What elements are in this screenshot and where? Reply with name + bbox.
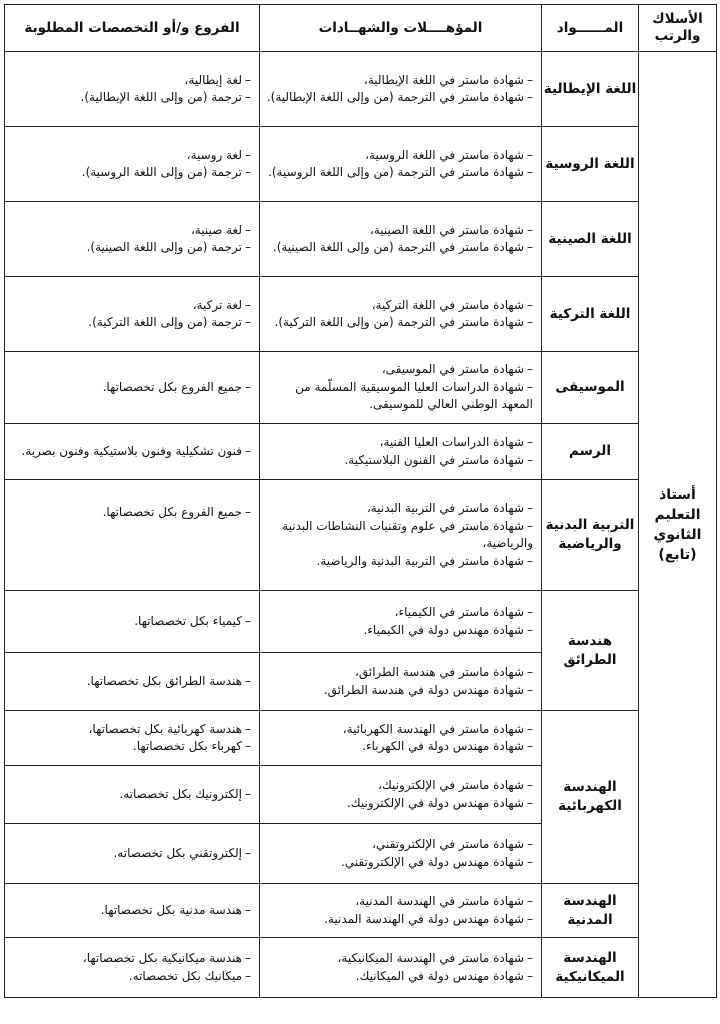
branches-cell (5, 352, 260, 424)
branch-item: –كهرباء بكل تخصصاتها. (132, 739, 251, 753)
corps-cell (639, 52, 717, 998)
subject-label: اللغة الروسية (545, 155, 635, 172)
qualifications-cell (260, 938, 542, 998)
branches-cell (5, 766, 260, 824)
qualification-item: –شهادة ماستر في التربية البدنية والرياضية. (316, 553, 533, 568)
branches-cell (5, 202, 260, 277)
qualification-item: –شهادة ماستر في الإلكتروتقني، (372, 837, 533, 851)
qualification-item: –شهادة ماستر في اللغة الصينية، (369, 222, 533, 237)
qualifications-cell (260, 202, 542, 277)
corps-label: أستاذ التعليم الثانوي (تابع) (653, 486, 702, 563)
qualification-item: –شهادة ماستر في علوم وتقنيات النشاطات البدنية والرياضية، (282, 518, 533, 550)
qualification-item: –شهادة ماستر في الفنون البلاستيكية. (344, 452, 533, 467)
table-row (5, 591, 717, 653)
subject-cell (542, 591, 639, 711)
document-page (4, 4, 716, 1020)
subject-cell (542, 277, 639, 352)
qualification-item: –شهادة الدراسات العليا الموسيقية المسلّمة من المعهد الوطني العالي للموسيقى. (295, 379, 533, 412)
subject-cell (542, 352, 639, 424)
header-corps: الأسلاك والرتب (639, 5, 717, 52)
qualification-item: –شهادة ماستر في اللغة التركية، (371, 297, 533, 312)
qualification-item: –شهادة ماستر في اللغة الإيطالية، (363, 72, 533, 87)
branches-cell (5, 52, 260, 127)
qualification-item: –شهادة ماستر في التربية البدنية، (366, 501, 533, 515)
qualification-item: –شهادة ماستر في الترجمة (من وإلى اللغة الروسية). (268, 165, 533, 179)
subject-label: اللغة الصينية (548, 230, 632, 247)
qualifications-cell (260, 277, 542, 352)
qualification-item: –شهادة مهندس دولة في الإلكتروتقني. (341, 854, 533, 869)
branches-cell (5, 884, 260, 938)
branches-cell (5, 424, 260, 480)
qualifications-cell (260, 352, 542, 424)
qualification-item: –شهادة ماستر في الإلكترونيك، (378, 778, 533, 792)
subject-label: الموسيقى (555, 379, 625, 395)
subject-cell (542, 424, 639, 480)
branch-item: –لغة روسية، (186, 147, 251, 162)
qualifications-cell (260, 766, 542, 824)
qualification-item: –شهادة ماستر في الهندسة الميكانيكية، (337, 951, 533, 965)
subject-label: التربية البدنية والرياضية (545, 517, 635, 552)
qualification-item: –شهادة ماستر في الترجمة (من وإلى اللغة الصينية). (272, 240, 533, 254)
qualifications-cell (260, 127, 542, 202)
qualifications-cell (260, 480, 542, 591)
header-row (5, 5, 717, 52)
header-branches: الفروع و/أو التخصصات المطلوبة (5, 5, 260, 52)
qualification-item: –شهادة ماستر في الموسيقى، (381, 362, 533, 377)
branch-item: –كيمياء بكل تخصصاتها. (134, 613, 251, 628)
subject-cell (542, 938, 639, 998)
branch-item: –إلكتروتقني بكل تخصصاته. (113, 845, 251, 860)
subject-cell (542, 480, 639, 591)
branch-item: –فنون تشكيلية وفنون بلاستيكية وفنون بصرية. (21, 443, 251, 458)
requirements-table (4, 4, 717, 998)
qualification-item: –شهادة الدراسات العليا الفنية، (379, 435, 533, 449)
qualification-item: –شهادة ماستر في الهندسة المدنية، (355, 894, 533, 908)
subject-label: الهندسة الكهربائية (558, 779, 622, 814)
branch-item: –لغة تركية، (192, 297, 251, 312)
qualifications-cell (260, 424, 542, 480)
qualification-item: –شهادة مهندس دولة في الكهرباء. (362, 739, 533, 753)
branch-item: –ترجمة (من وإلى اللغة الصينية). (86, 240, 251, 254)
qualifications-cell (260, 824, 542, 884)
qualifications-cell (260, 653, 542, 711)
branch-item: –هندسة الطرائق بكل تخصصاتها. (86, 673, 251, 688)
branches-cell (5, 711, 260, 766)
subject-label: اللغة الإيطالية (543, 80, 637, 97)
qualifications-cell (260, 52, 542, 127)
qualification-item: –شهادة مهندس دولة في الهندسة المدنية. (324, 911, 533, 926)
branch-item: –هندسة ميكانيكية بكل تخصصاتها، (82, 951, 251, 965)
table-row (5, 424, 717, 480)
subject-label: الهندسة الميكانيكية (555, 949, 625, 985)
qualification-item: –شهادة ماستر في اللغة الروسية، (365, 147, 533, 162)
subject-cell (542, 52, 639, 127)
subject-cell (542, 127, 639, 202)
qualifications-cell (260, 884, 542, 938)
branch-item: –لغة صينية، (190, 222, 251, 237)
table-row (5, 480, 717, 591)
subject-label: هندسة الطرائق (563, 632, 617, 668)
branch-item: –ترجمة (من وإلى اللغة الروسية). (81, 165, 251, 179)
branch-item: –لغة إيطالية، (184, 72, 251, 87)
qualification-item: –شهادة ماستر في الترجمة (من وإلى اللغة التركية). (274, 315, 533, 329)
qualification-item: –شهادة ماستر في الهندسة الكهربائية، (342, 721, 533, 736)
subject-label: الهندسة المدنية (563, 892, 617, 928)
subject-cell (542, 884, 639, 938)
subject-label: اللغة التركية (549, 305, 631, 322)
table-row (5, 352, 717, 424)
subject-cell (542, 202, 639, 277)
subject-cell (542, 711, 639, 884)
branch-item: –جميع الفروع بكل تخصصاتها. (102, 379, 251, 394)
branches-cell (5, 824, 260, 884)
table-row (5, 884, 717, 938)
qualification-item: –شهادة مهندس دولة في الإلكترونيك. (346, 795, 533, 810)
branches-cell (5, 127, 260, 202)
qualification-item: –شهادة ماستر في هندسة الطرائق، (355, 665, 533, 679)
table-row (5, 938, 717, 998)
branch-item: –ترجمة (من وإلى اللغة الإيطالية). (80, 90, 251, 104)
table-row (5, 202, 717, 277)
qualification-item: –شهادة ماستر في الكيمياء، (394, 605, 533, 619)
qualification-item: –شهادة مهندس دولة في الميكانيك. (355, 968, 533, 983)
table-row (5, 52, 717, 127)
table-row (5, 277, 717, 352)
branches-cell (5, 480, 260, 591)
branches-cell (5, 653, 260, 711)
branches-cell (5, 938, 260, 998)
qualifications-cell (260, 591, 542, 653)
header-qualifications: المؤهــــلات والشهــادات (260, 5, 542, 52)
branch-item: –هندسة مدنية بكل تخصصاتها. (100, 902, 251, 917)
branch-item: –جميع الفروع بكل تخصصاتها. (102, 505, 251, 519)
header-subjects: المــــــواد (542, 5, 639, 52)
qualification-item: –شهادة مهندس دولة في الكيمياء. (363, 622, 533, 637)
branches-cell (5, 591, 260, 653)
branches-cell (5, 277, 260, 352)
branch-item: –إلكترونيك بكل تخصصاته. (119, 786, 251, 801)
qualification-item: –شهادة مهندس دولة في هندسة الطرائق. (323, 682, 533, 697)
branch-item: –هندسة كهربائية بكل تخصصاتها، (88, 721, 251, 736)
branch-item: –ميكانيك بكل تخصصاته. (128, 968, 251, 983)
qualification-item: –شهادة ماستر في الترجمة (من وإلى اللغة الإيطالية). (266, 90, 533, 104)
table-row (5, 127, 717, 202)
subject-label: الرسم (569, 443, 611, 459)
qualifications-cell (260, 711, 542, 766)
table-row (5, 711, 717, 766)
branch-item: –ترجمة (من وإلى اللغة التركية). (88, 315, 251, 329)
